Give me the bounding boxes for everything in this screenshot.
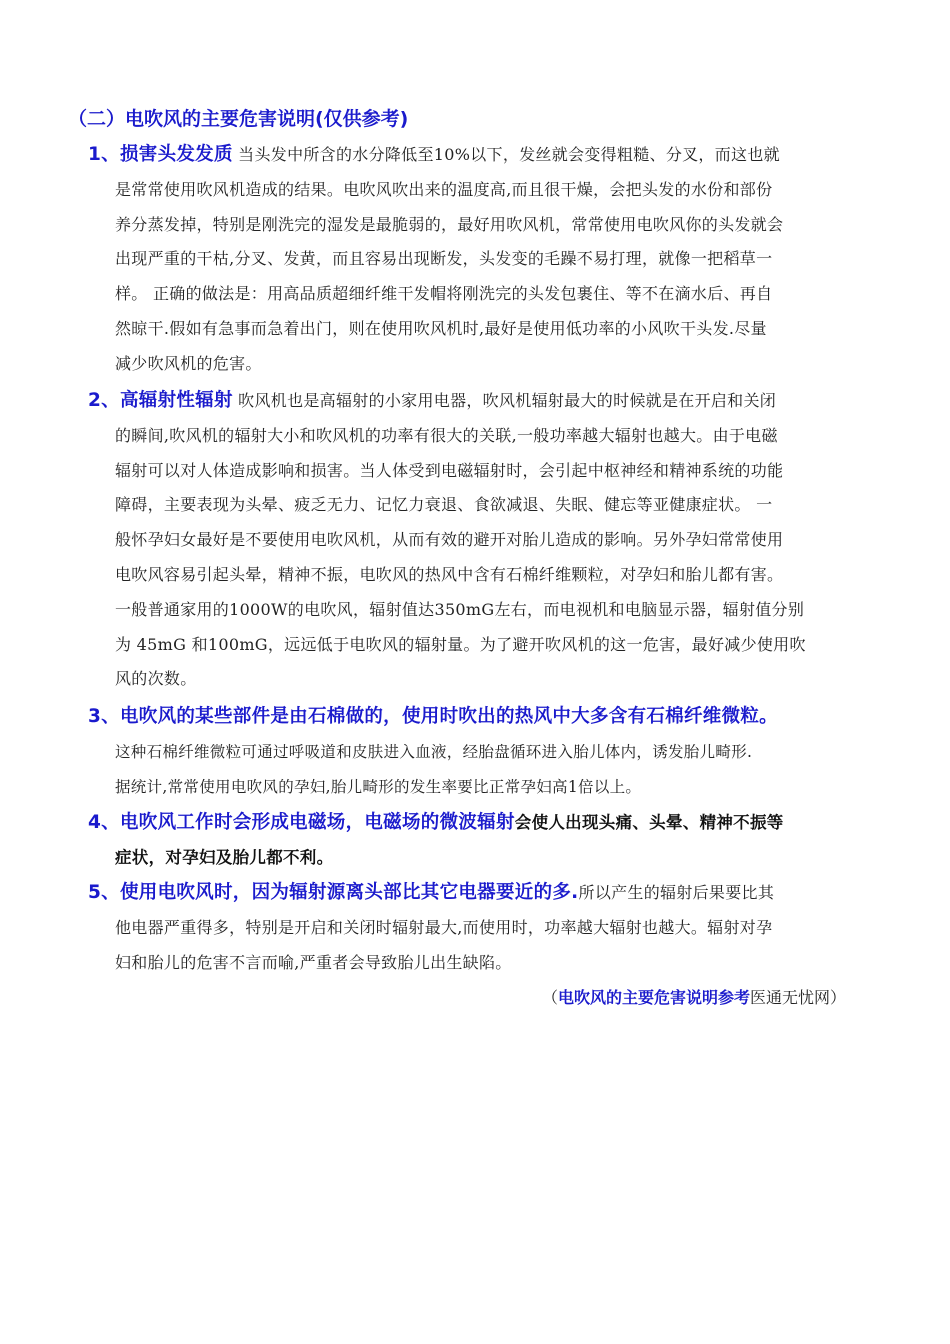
item-first-line [88,876,908,911]
list-item-hair-damage [88,138,908,382]
list-item-radiation [88,384,908,697]
item-text: 电吹风容易引起头晕，精神不振，电吹风的热风中含有石棉纤维颗粒，对孕妇和胎儿都有害。 [115,564,784,584]
item-first-line [88,700,908,735]
item-text: 养分蒸发掉，特别是刚洗完的湿发是最脆弱的，最好用吹风机，常常使用电吹风你的头发就会 [115,214,784,234]
item-text: 他电器严重得多，特别是开启和关闭时辐射最大,而使用时，功率越大辐射也越大。辐射对孕 [115,917,773,937]
item-text: 症状，对孕妇及胎儿都不利。 [115,847,334,867]
list-item-electromagnetic [88,806,908,876]
list-item-asbestos [88,700,908,804]
item-heading: 2、高辐射性辐射 [88,390,233,411]
item-text: 吹风机也是高辐射的小家用电器，吹风机辐射最大的时候就是在开启和关闭 [238,391,777,410]
item-text: 据统计,常常使用电吹风的孕妇,胎儿畸形的发生率要比正常孕妇高1倍以上。 [115,777,642,796]
section-title: （二）电吹风的主要危害说明(仅供参考) [68,108,409,130]
item-first-line [88,138,908,173]
item-heading: 1、损害头发发质 [88,144,233,165]
item-heading: 4、电吹风工作时会形成电磁场，电磁场的微波辐射 [88,812,515,833]
item-text: 是常常使用吹风机造成的结果。电吹风吹出来的温度高,而且很干燥，会把头发的水份和部份 [115,179,773,199]
source-open: （ [541,988,558,1007]
item-text: 般怀孕妇女最好是不要使用电吹风机，从而有效的避开对胎儿造成的影响。另外孕妇常常使用 [115,530,784,550]
source-attribution [542,985,846,1011]
item-text: 当头发中所含的水分降低至10%以下，发丝就会变得粗糙、分叉，而这也就 [238,145,780,164]
source-site: 医通无忧网） [749,988,846,1007]
item-text: 样。 正确的做法是：用高品质超细纤维干发帽将刚洗完的头发包裹住、等不在滴水后、再自 [115,284,773,304]
item-text: 妇和胎儿的危害不言而喻,严重者会导致胎儿出生缺陷。 [115,952,512,972]
item-text: 减少吹风机的危害。 [115,353,262,373]
item-heading: 5、使用电吹风时，因为辐射源离头部比其它电器要近的多. [88,882,579,903]
item-text: 风的次数。 [115,669,197,689]
item-text: 一般普通家用的1000W的电吹风，辐射值达350mG左右，而电视机和电脑显示器，辐射值分别 [115,599,805,619]
item-first-line [88,806,908,841]
source-title: 电吹风的主要危害说明参考 [557,988,750,1007]
item-heading-tail: 会使人出现头痛、头晕、精神不振等 [514,813,784,832]
item-text: 这种石棉纤维微粒可通过呼吸道和皮肤进入血液，经胎盘循环进入胎儿体内，诱发胎儿畸形. [115,742,753,761]
item-text: 的瞬间,吹风机的辐射大小和吹风机的功率有很大的关联,一般功率越大辐射也越大。由于电磁 [115,425,778,445]
item-text: 出现严重的干枯,分叉、发黄，而且容易出现断发，头发变的毛躁不易打理，就像一把稻草一 [115,249,773,269]
item-text: 障碍，主要表现为头晕、疲乏无力、记忆力衰退、食欲减退、失眠、健忘等亚健康症状。 一 [115,495,773,515]
item-text: 为 45mG 和100mG，远远低于电吹风的辐射量。为了避开吹风机的这一危害，最好减少使用吹 [115,634,806,654]
list-item-proximity [88,876,908,980]
item-text: 然晾干.假如有急事而急着出门，则在使用吹风机时,最好是使用低功率的小风吹干头发.尽量 [115,318,767,338]
item-first-line [88,384,908,419]
item-heading: 3、电吹风的某些部件是由石棉做的，使用时吹出的热风中大多含有石棉纤维微粒。 [88,706,778,727]
item-text: 辐射可以对人体造成影响和损害。当人体受到电磁辐射时，会引起中枢神经和精神系统的功能 [115,460,784,480]
item-heading-tail: 所以产生的辐射后果要比其 [578,883,775,902]
